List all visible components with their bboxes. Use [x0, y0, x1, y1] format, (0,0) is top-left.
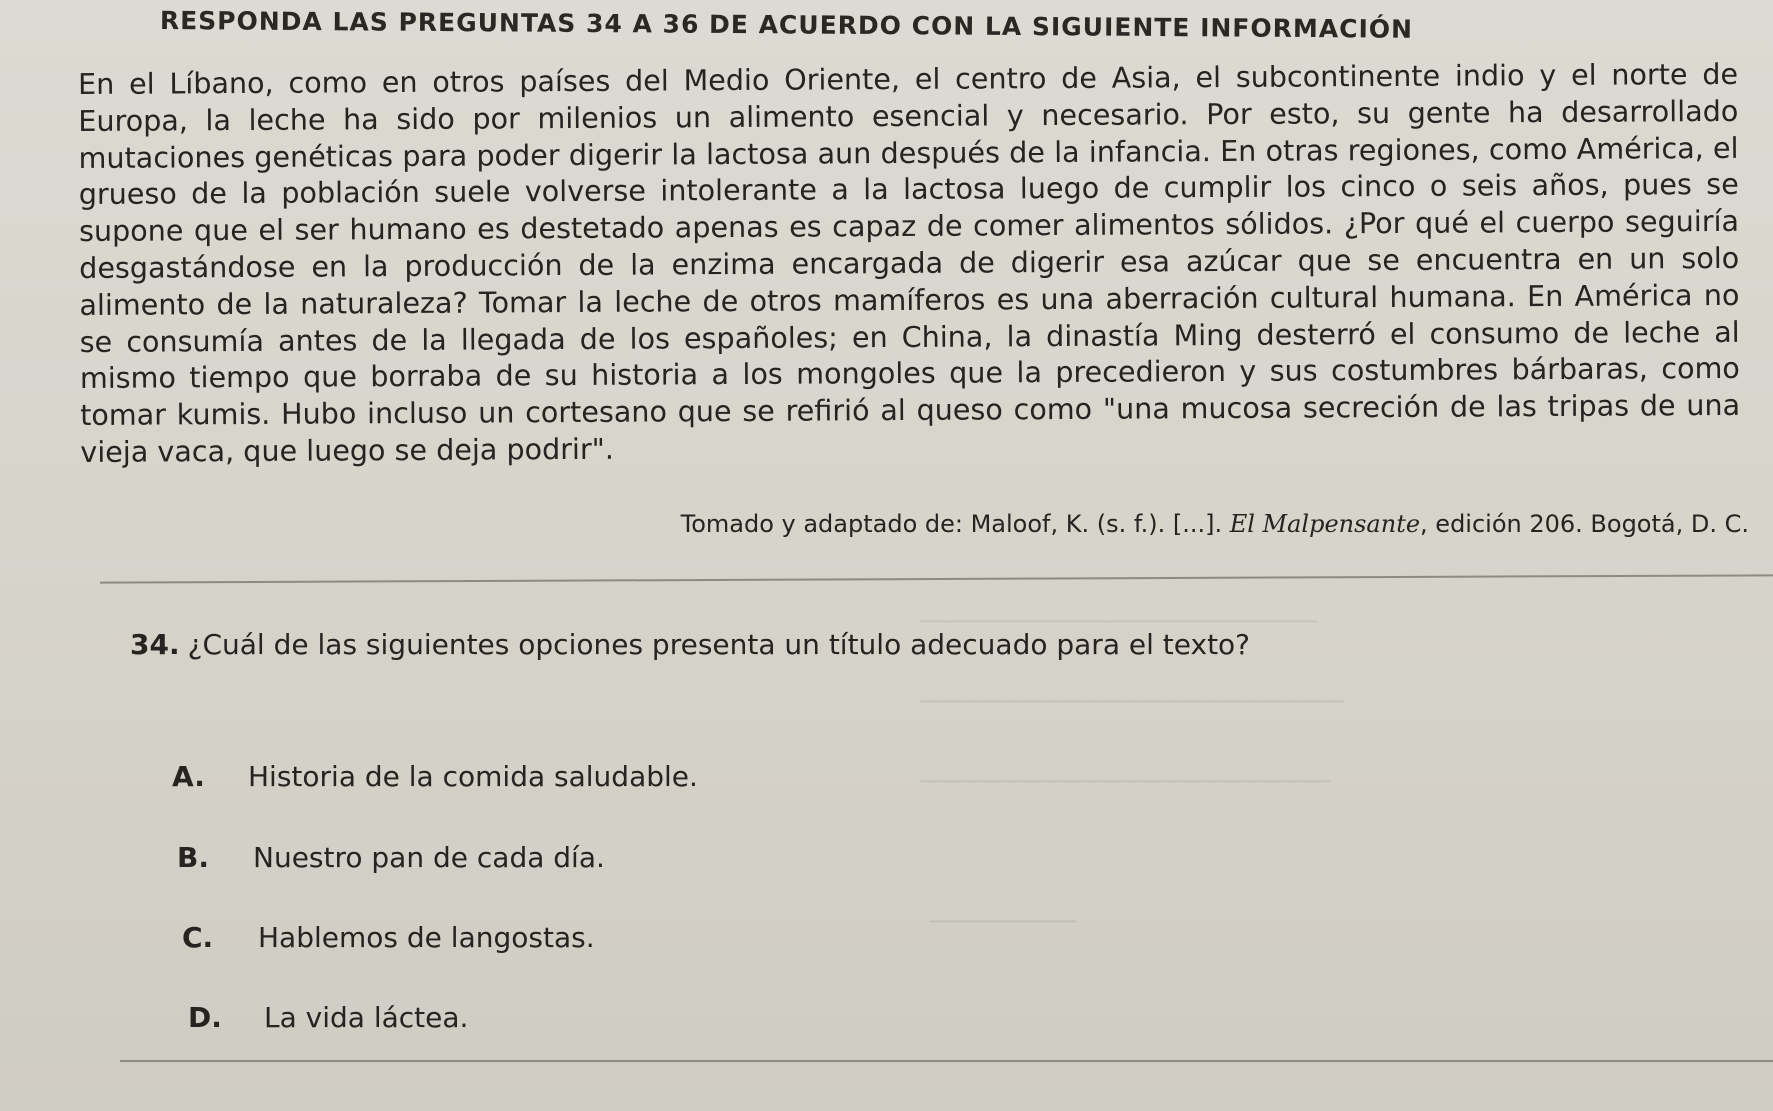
- option-text: Historia de la comida saludable.: [248, 760, 698, 793]
- option-d[interactable]: [188, 1001, 468, 1034]
- reading-passage: En el Líbano, como en otros países del Medio Oriente, el centro de Asia, el subcontinente indio y el norte de Europa, la leche ha sido por milenios un alimento esencial y necesario. Por esto, su gente ha desarrollado mutaciones genéticas para poder digerir la lactosa aun después de la infancia. En otras regiones, como América, el grueso de la población suele volverse intolerante a la lactosa luego de cumplir los cinco o seis años, pues se supone que el ser humano es destetado apenas es capaz de comer alimentos sólidos. ¿Por qué el cuerpo seguiría desgastándose en la producción de la enzima encargada de digerir esa azúcar que se encuentra en un solo alimento de la naturaleza? Tomar la leche de otros mamíferos es una aberración cultural humana. En América no se consumía antes de la llegada de los españoles; en China, la dinastía Ming desterró el consumo de leche al mismo tiempo que borraba de su historia a los mongoles que la precedieron y sus costumbres bárbaras, como tomar kumis. Hubo incluso un cortesano que se refirió al queso como "una mucosa secreción de las tripas de una vieja vaca, que luego se deja podrir".: [78, 56, 1741, 469]
- option-text: La vida láctea.: [264, 1001, 469, 1034]
- divider-top: [100, 574, 1773, 583]
- source-citation: [681, 510, 1749, 538]
- question-number: 34.: [130, 628, 180, 661]
- divider-bottom: [120, 1060, 1773, 1062]
- option-b[interactable]: [177, 841, 605, 874]
- option-text: Nuestro pan de cada día.: [253, 841, 605, 874]
- option-letter: A.: [172, 760, 205, 793]
- option-text: Hablemos de langostas.: [258, 921, 595, 954]
- citation-prefix: Tomado y adaptado de: Maloof, K. (s. f.). [...].: [680, 510, 1230, 538]
- publication-title: El Malpensante: [1229, 510, 1421, 538]
- show-through-text: ──────────────────────────────: [920, 610, 1318, 635]
- show-through-text: ────────────────────────────────: [920, 690, 1344, 715]
- option-a[interactable]: [172, 760, 698, 793]
- option-c[interactable]: [182, 921, 595, 954]
- option-letter: B.: [177, 841, 209, 874]
- show-through-text: ───────────: [930, 910, 1076, 935]
- option-letter: D.: [188, 1001, 222, 1034]
- section-instruction: RESPONDA LAS PREGUNTAS 34 A 36 DE ACUERDO CON LA SIGUIENTE INFORMACIÓN: [159, 6, 1414, 44]
- citation-suffix: , edición 206. Bogotá, D. C.: [1420, 510, 1749, 538]
- option-letter: C.: [182, 921, 214, 954]
- question-34: [130, 628, 1250, 661]
- question-text: ¿Cuál de las siguientes opciones presenta un título adecuado para el texto?: [187, 628, 1251, 661]
- show-through-text: ───────────────────────────────: [920, 770, 1331, 795]
